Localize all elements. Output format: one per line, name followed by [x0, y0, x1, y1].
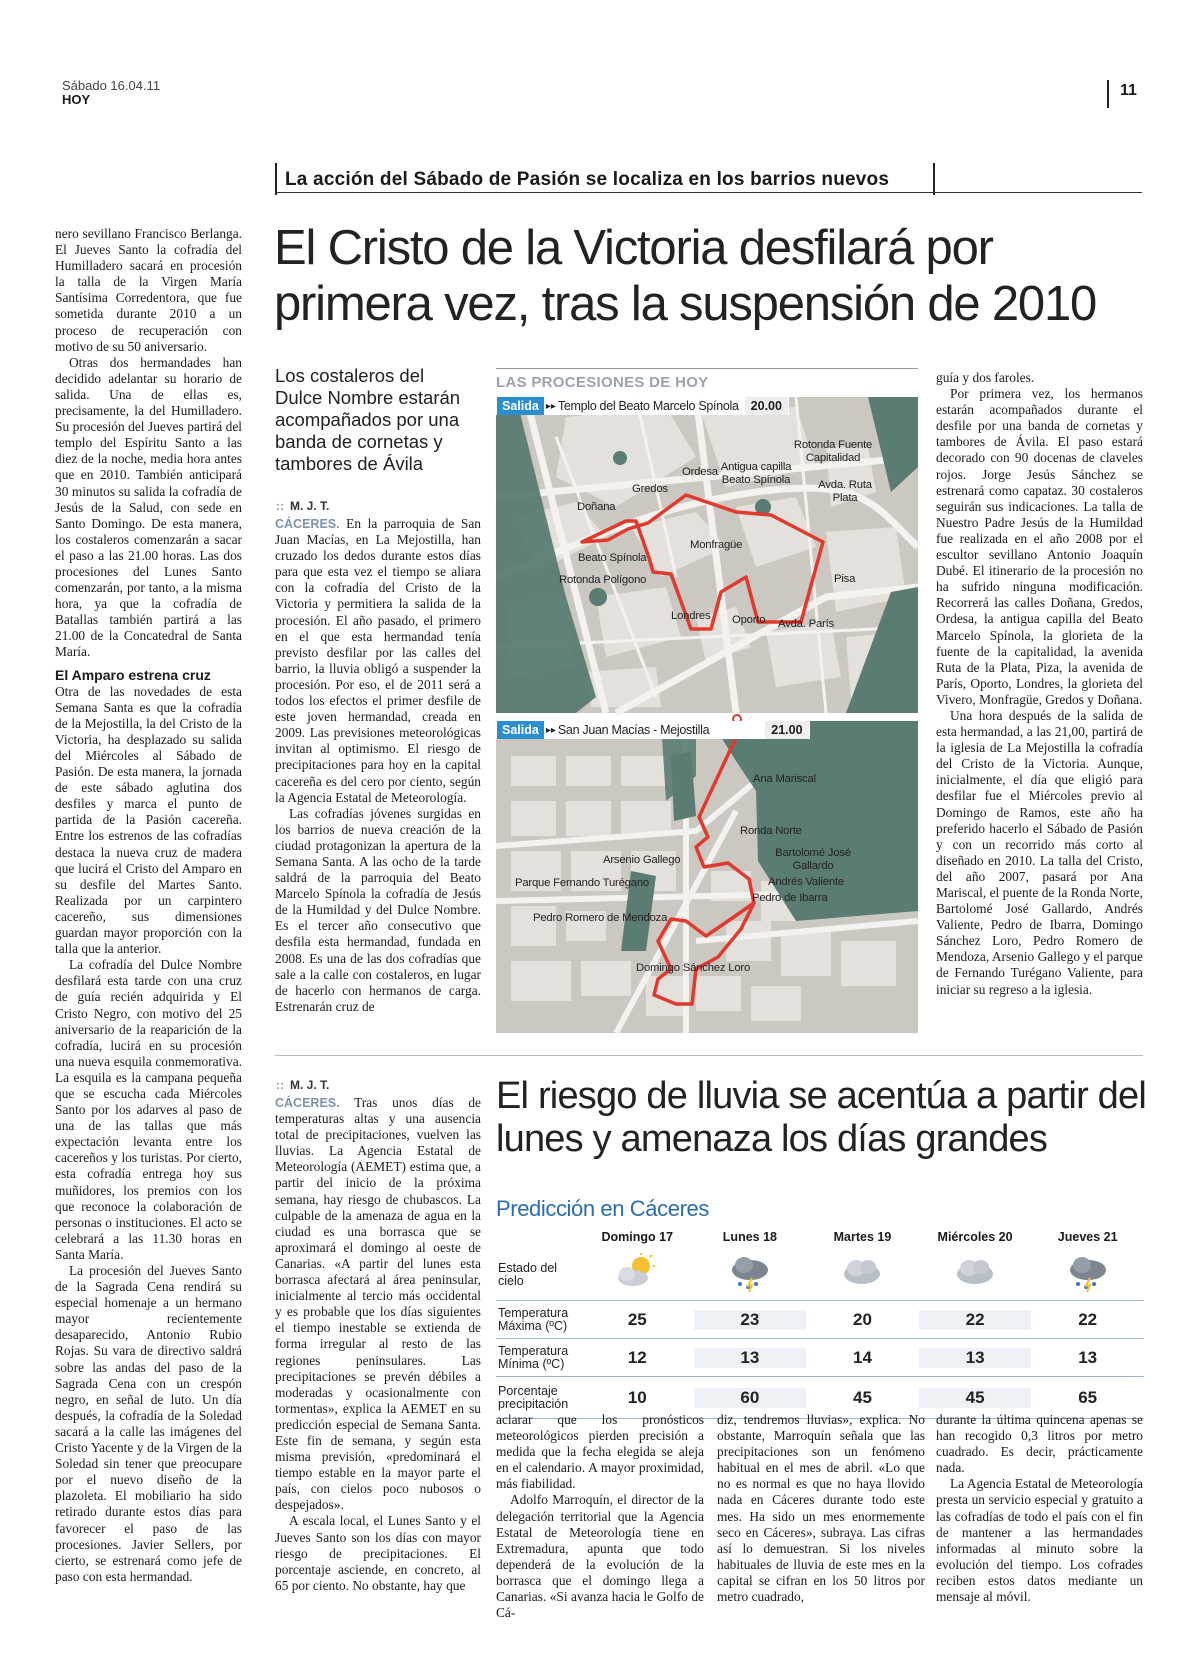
map-label: Avda. Ruta Plata [818, 479, 872, 504]
start-location: San Juan Macías - Mejostilla [557, 723, 710, 737]
map-label: Ana Mariscal [753, 773, 816, 785]
paragraph: Las cofradías jóvenes surgidas en los barrios de nueva creación de la ciudad protagonizan la apertura de la Semana Santa. A las ocho de la tarde saldrá de la parroquia del Beato Marcelo Spínola la cofradía de Jesús de la Humildad y del Dulce Nombre. Es el tercer año consecutivo que desfila esta hermandad, fundada en 2008. Es una de las dos cofradías que sale a la calle con costaleros, en lugar de hacerlo con hermanos de carga. Estrenarán cruz de [275, 805, 481, 1014]
weather-article-column [717, 1412, 925, 1612]
article-column-right [936, 370, 1143, 1038]
forecast-day: Miércoles 20 [937, 1230, 1013, 1244]
map-label: Ordesa [682, 466, 718, 478]
paragraph: La Agencia Estatal de Meteorología presta un servicio especial y gratuito a las cofradías de todo el país con el fin de mantener a las hermandades informadas al minuto sobre la evolución del tiempo. Los cofrades reciben estos datos mediante un mensaje al móvil. [936, 1476, 1143, 1605]
paragraph: Por primera vez, los hermanos estarán acompañados durante el desfile por una banda de cornetas y tambores de Ávila. El paso estará decorado con 90 docenas de claveles rojos. Jorge Jesús Sánchez se estrenará como capataz. 30 costaleros seguirán sus indicaciones. La talla de Nuestro Padre Jesús de la Humildad fue realizada en el año 2008 por el escultor sevillano Antonio Joaquín Dubé. El itinerario de la procesión no ha sufrido ninguna modificación. Recorrerá las calles Doñana, Gredos, Ordesa, la antigua capilla del Beato Marcelo Spínola, la glorieta de la fuente de la capitalidad, la avenida Ruta de la Plata, Piza, la avenida de París, Oporto, Londres, la glorieta del Vivero, Monfragüe, Gredos y Doñana. [936, 386, 1143, 707]
maps-title: LAS PROCESIONES DE HOY [496, 374, 709, 391]
start-time: 20.00 [745, 397, 788, 415]
rain-percent: 45 [853, 1387, 872, 1407]
forecast-day: Lunes 18 [722, 1230, 777, 1244]
map-label: Avda. París [778, 618, 834, 630]
byline [276, 1078, 329, 1092]
forecast-day: Domingo 17 [601, 1230, 674, 1244]
min-temp: 12 [627, 1347, 647, 1367]
forecast-header-row [496, 1225, 1144, 1249]
max-temp: 23 [694, 1310, 807, 1330]
route-start-banner [496, 397, 789, 415]
paragraph: Adolfo Marroquín, el director de la delegación territorial que la Agencia Estatal de Meteorología tiene en Extremadura, apunta que todo dependerá de la evolución de la borrasca que el domingo llega a Canarias. «Si avanza hacia le Golfo de Cá- [496, 1492, 704, 1621]
paragraph: aclarar que los pronósticos meteorológicos pierden precisión a medida que la fecha elegida se aleja en el calendario. A mayor proximidad, más fiabilidad. [496, 1412, 704, 1492]
map-label: Arsenio Gallego [603, 854, 681, 866]
map-label: Pedro de Ibarra [752, 892, 828, 904]
paragraph: Otras dos hermandades han decidido adelantar su horario de salida. Una de ellas es, precisamente, la del Humilladero. Su procesión del Jueves partirá del templo del Espíritu Santo a las diez de la noche, media hora antes que en 2010. También anticipará 30 minutos su salida la cofradía de Jesús de la Salud, con sede en Santo Domingo. De esta manera, los costaleros comenzarán a sacar el paso a las 21.00 horas. Las dos procesiones del Lunes Santo comenzarán, por tanto, a la misma hora, ya que la cofradía de Batallas también partirá a las 21.00 de la Concatedral de Santa María. [55, 354, 242, 660]
rain-percent: 60 [694, 1388, 807, 1408]
min-temp: 14 [853, 1347, 872, 1367]
row-label: Porcentaje precipitación [498, 1383, 569, 1411]
forecast-min-row [496, 1339, 1144, 1377]
start-location: Templo del Beato Marcelo Spínola [557, 399, 739, 413]
map-label: Antigua capilla Beato Spínola [720, 461, 792, 486]
subheading: El Amparo estrena cruz [55, 666, 211, 683]
byline-author: M. J. T. [290, 1078, 330, 1092]
paragraph: nero sevillano Francisco Berlanga. El Jueves Santo la cofradía del Humilladero sacará en procesión la talla de la Virgen María Santísima Corredentora, que fue sometida durante 2010 a un proceso de recuperación con motivo de su 50 aniversario. [55, 226, 242, 354]
map-label: Ronda Norte [740, 825, 802, 837]
map-label: Domingo Sánchez Loro [636, 962, 751, 974]
dateline: CÁCERES. [275, 517, 340, 531]
route-map-mejostilla [496, 721, 918, 1033]
cloud-icon [806, 1252, 919, 1297]
forecast-title: Predicción en Cáceres [496, 1196, 709, 1221]
weather-headline: El riesgo de lluvia se acentúa a partir del lunes y amenaza los días grandes [496, 1075, 1146, 1160]
route-start-banner [496, 721, 810, 739]
map-label: Pisa [834, 573, 856, 585]
paragraph: guía y dos faroles. [936, 370, 1035, 385]
rain-percent: 45 [919, 1388, 1032, 1408]
strap-rule [275, 192, 1142, 193]
row-label: Temperatura Máxima (ºC) [498, 1305, 569, 1333]
paragraph: Otra de las novedades de esta Semana Santa es que la cofradía de la Mejostilla, la del Cristo de la Victoria, ha desplazado su salida del Miércoles al Sábado de Pasión. De esta manera, la jornada de este sábado aglutina dos desfiles y marca el punto de partida de la Pasión cacereña. Entre los estrenos de las cofradías destaca la nueva cruz de madera que lucirá el Cristo del Amparo en su desfile del Martes Santo. Realizada por un carpintero cacereño, sus dimensiones guardan mayor proporción con la talla que la anterior. [55, 683, 242, 957]
row-label: Estado del cielo [498, 1260, 558, 1288]
max-temp: 25 [627, 1309, 647, 1329]
paragraph: diz, tendremos lluvias», explica. No obstante, Marroquín señala que las precipitaciones son un fenómeno habitual en el mes de abril. «Lo que no es normal es que no haya llovido nada en Cáceres durante todo este mes. Ha sido un mes enormemente seco en Cáceres», subraya. Las cifras así lo demuestran. Si los niveles habituales de lluvia de este mes en la capital se cifran en los 50 litros por metro cuadrado, [717, 1412, 925, 1605]
map-label: Doñana [577, 501, 616, 513]
min-temp: 13 [694, 1348, 807, 1368]
header-divider [1107, 80, 1109, 108]
edition-date: Sábado 16.04.11 [62, 78, 161, 93]
map-label: Beato Spínola [578, 552, 647, 564]
byline-author: M. J. T. [290, 499, 330, 513]
paragraph: Una hora después de la salida de esta hermandad, a las 21,00, partirá de la iglesia de La Mejostilla la cofradía del Cristo de la Victoria. Aunque, inicialmente, el día que eligió para desfilar fue el Miércoles previo al Domingo de Ramos, este año ha preferido hacerlo el Sábado de Pasión y con un recorrido más corto al diseñado en 2010. La talla del Cristo, del año 2007, pasará por Ana Mariscal, el puente de la Ronda Norte, Bartolomé José Gallardo, Andrés Valiente, Pedro de Ibarra, Domingo Sánchez Loro, Pedro Romero de Mendoza, Arsenio Gallego y el parque de Fernando Turégano Valiente, para iniciar su regreso a la iglesia. [936, 707, 1143, 997]
byline-marker: :: [276, 499, 284, 513]
rain-percent: 10 [627, 1387, 647, 1407]
route-map-spinola [496, 397, 918, 713]
map-label: Rotonda Polígono [559, 574, 647, 586]
forecast-day: Jueves 21 [1057, 1230, 1118, 1244]
article-separator [275, 1055, 1143, 1056]
article-column-left [55, 226, 242, 1610]
start-tag: Salida [497, 397, 544, 415]
newspaper-name: HOY [62, 92, 91, 107]
row-label: Temperatura Mínima (ºC) [498, 1343, 569, 1371]
map-label: Andrés Valiente [768, 876, 844, 888]
paragraph: durante la última quincena apenas se han recogido 0,3 litros por metro cuadrado. Es decir, prácticamente nada. [936, 1412, 1143, 1476]
max-temp: 22 [919, 1310, 1032, 1330]
paragraph: La cofradía del Dulce Nombre desfilará esta tarde con una cruz de guía recién adquirida y El Cristo Negro, con motivo del 25 aniversario de la reaparición de la cofradía, lucirá en su procesión una nueva esquila conmemorativa. La esquila es la campana pequeña que se escucha cada Miércoles Santo por los adarves al paso de una de las tallas que más expectación levanta entre los cacereños y los turistas. Por cierto, esta cofradía entrega hoy sus muñidores, los premios con los que reconoce la colaboración de personas o instituciones. El acto se celebrará a las 11.30 horas en Santa María. [55, 957, 242, 1262]
weather-article-column [275, 1095, 481, 1593]
subheadline-deck: Los costaleros del Dulce Nombre estarán acompañados por una banda de cornetas y tambores de Ávila [275, 365, 461, 474]
article-column-center [275, 516, 481, 1034]
start-tag: Salida [497, 721, 544, 739]
min-temp: 13 [919, 1348, 1032, 1368]
paragraph: La procesión del Jueves Santo de la Sagrada Cena rendirá su especial homenaje a un hermano mayor recientemente desaparecido, Antonio Rubio Rojas. Su vara de directivo saldrá sobre las andas del paso de la Sagrada Cena con un crespón negro, en señal de luto. Un día después, la cofradía de la Soledad sacará a la calle las imágenes del Cristo Yacente y de la Virgen de la Soledad sin tener que preocupare por el nuevo diseño de la plazoleta. El mobiliario ha sido retirado durante estos días para favorecer el paso de las procesiones. Javier Sellers, por cierto, se estrenará como jefe de paso con esta hermandad. [55, 1263, 242, 1584]
paragraph: A escala local, el Lunes Santo y el Jueves Santo son los días con mayor riesgo de precipitaciones. El porcentaje asciende, en concreto, al 65 por ciento. No obstante, hay que [275, 1513, 481, 1593]
cloud-icon [919, 1252, 1032, 1297]
byline-marker: :: [276, 1078, 284, 1092]
paragraph [275, 1095, 481, 1513]
map-label: Oporto [732, 614, 766, 626]
start-time: 21.00 [765, 721, 808, 739]
forecast-day: Martes 19 [833, 1230, 892, 1244]
max-temp: 20 [853, 1309, 872, 1329]
main-headline: El Cristo de la Victoria desfilará por primera vez, tras la suspensión de 2010 [274, 221, 1097, 331]
maps-rule [496, 368, 918, 369]
map-label: Rotonda Fuente Capitalidad [793, 439, 873, 464]
forecast-max-row [496, 1301, 1144, 1339]
map-label: Pedro Romero de Mendoza [533, 912, 668, 924]
page-number: 11 [1120, 82, 1137, 99]
arrow-icon: ▸▸ [545, 400, 556, 412]
map-label: Gredos [632, 483, 668, 495]
map-label: Parque Fernando Turégano [515, 877, 650, 889]
map-label: Londres [671, 610, 711, 622]
rain-percent: 65 [1078, 1387, 1098, 1407]
paragraph [275, 516, 481, 806]
arrow-icon: ▸▸ [545, 724, 556, 736]
storm-cloud-icon [1031, 1252, 1144, 1297]
map-label: Monfragüe [690, 539, 743, 551]
min-temp: 13 [1078, 1347, 1098, 1367]
map-label: Bartolomé José Gallardo [775, 847, 851, 872]
sun-cloud-icon [581, 1252, 694, 1297]
byline [276, 499, 329, 513]
weather-article-column [936, 1412, 1143, 1612]
max-temp: 22 [1078, 1309, 1098, 1329]
weather-article-column [496, 1412, 704, 1621]
forecast-table [496, 1225, 1144, 1419]
paragraph-text: Tras unos días de temperaturas altas y una ausencia total de precipitaciones, vuelven las lluvias. La Agencia Estatal de Meteorología (AEMET) estima que, a partir del inicio de la próxima semana, hay riesgo de chubascos. La culpable de la amenaza de agua en la ciudad es una borrasca que se aproximará el domingo al oeste de Canarias. «A partir del lunes esta borrasca afectará al área peninsular, inicialmente al tercio más occidental y es probable que los días siguientes el tiempo inestable se extienda de forma irregular al resto de las regiones peninsulares. Las precipitaciones se prevén débiles a moderadas y ocasionalmente con tormentas», explica la AEMET en su predicción especial de Semana Santa. Este fin de semana, y según esta misma previsión, «predominará el tiempo estable en la mayor parte el país, con cielos poco nubosos o despejados». [275, 1095, 481, 1513]
forecast-sky-row [496, 1249, 1144, 1301]
dateline: CÁCERES. [275, 1096, 340, 1110]
section-strap: La acción del Sábado de Pasión se localiza en los barrios nuevos [285, 169, 890, 190]
paragraph-text: En la parroquia de San Juan Macías, en La Mejostilla, han cruzado los dedos durante estos días para que esta vez el tiempo se aliara con la cofradía del Cristo de la Victoria y permitiera la salida de la procesión. El año pasado, el primero en el que esta hermandad tenía previsto desfilar por las calles del barrio, la lluvia obligó a suspender la procesión. Por eso, el de 2011 será a todos los efectos el primer desfile de este joven hermandad, creada en 2009. Las previsiones meteorológicas invitan al optimismo. El riesgo de precipitaciones para hoy en la capital cacereña es del cero por ciento, según la Agencia Estatal de Meteorología. [275, 516, 481, 805]
storm-cloud-icon [694, 1252, 807, 1297]
